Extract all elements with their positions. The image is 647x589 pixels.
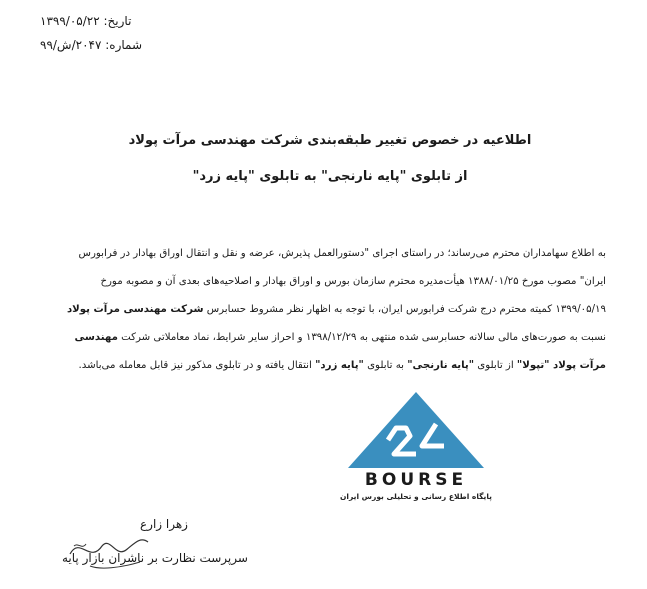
orange-board: "پایه نارنجی" xyxy=(407,360,475,371)
announcement-title-line2: از تابلوی "پایه نارنجی" به تابلوی "پایه زرد" xyxy=(192,169,468,184)
announcement-title-line1: اطلاعیه در خصوص تغییر طبقه‌بندی شرکت مهندسی مرآت پولاد xyxy=(128,133,532,148)
company-name: شرکت مهندسی مرآت پولاد xyxy=(66,304,204,315)
body-line-2: ایران" مصوب مورخ ۱۳۸۸/۰۱/۲۵ هیأت‌مدیره محترم سازمان بورس و اوراق بهادار و اصلاحیه‌های بعدی آن و مصوبه مورخ xyxy=(100,276,606,287)
announcement-body xyxy=(66,240,606,380)
body-line-3-text: ۱۳۹۹/۰۵/۱۹ کمیته محترم درج شرکت فرابورس ایران، با توجه به اظهار نظر مشروط حسابرس xyxy=(203,304,606,315)
yellow-board: "پایه زرد" xyxy=(315,360,364,371)
document-date xyxy=(40,14,131,28)
body-line-5-text-c: انتقال یافته و در تابلوی مذکور نیز قابل معامله می‌باشد. xyxy=(78,360,316,371)
signatory-role: سرپرست نظارت بر ناشران بازار پایه xyxy=(62,551,248,565)
body-line-5-text-b: به تابلوی xyxy=(363,360,408,371)
number-label: شماره: xyxy=(105,38,143,52)
body-line-3 xyxy=(66,296,606,324)
body-line-4-text: نسبت به صورت‌های مالی سالانه حسابرسی شده منتهی به ۱۳۹۸/۱۲/۲۹ و احراز سایر شرایط، نماد معاملاتی شرکت xyxy=(117,332,606,343)
document-number xyxy=(40,38,142,52)
bourse-triangle-icon xyxy=(336,388,496,470)
number-value: ۲۰۴۷/ش/۹۹ xyxy=(40,38,102,52)
date-label: تاریخ: xyxy=(103,14,132,28)
date-value: ۱۳۹۹/۰۵/۲۲ xyxy=(40,14,100,28)
signatory-name: زهرا زارع xyxy=(140,517,188,531)
company-name-start: مهندسی xyxy=(74,332,118,343)
body-line-5-text-a: از تابلوی xyxy=(474,360,517,371)
body-line-5 xyxy=(66,352,606,380)
bourse-subtitle: پایگاه اطلاع رسانی و تحلیلی بورس ایران xyxy=(340,492,492,501)
bourse-logo xyxy=(336,388,496,503)
body-line-4 xyxy=(66,324,606,352)
bourse-wordmark: BOURSE xyxy=(364,470,468,490)
body-line-1: به اطلاع سهامداران محترم می‌رساند؛ در راستای اجرای "دستورالعمل پذیرش، عرضه و نقل و انتقال اوراق بهادار در فرابورس xyxy=(78,248,606,259)
company-symbol: مرآت پولاد "تپولا" xyxy=(516,360,606,371)
